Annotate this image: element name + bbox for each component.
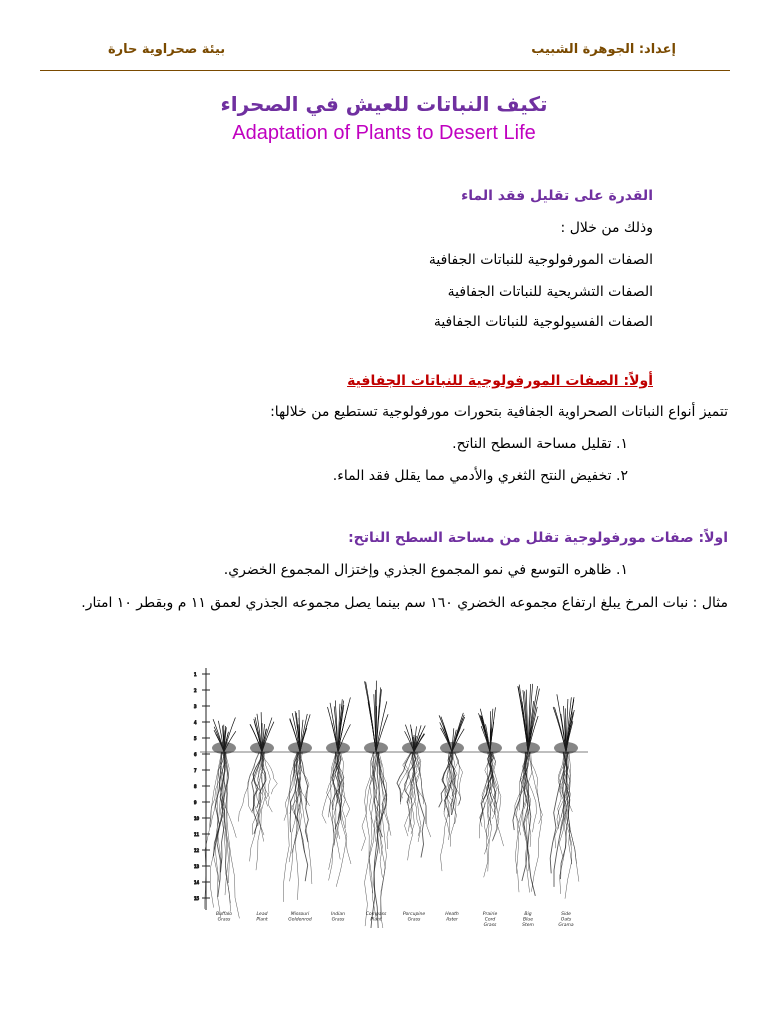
header-topic: بيئة صحراوية حارة <box>108 42 226 57</box>
plant-caption: Aster <box>446 917 458 923</box>
plant-caption: Heath <box>445 912 459 917</box>
page-title-arabic: تكيف النباتات للعيش في الصحراء <box>220 92 548 116</box>
plant-3 <box>283 710 312 902</box>
intro-through: وذلك من خلال : <box>560 220 653 236</box>
scale-label: 2 <box>194 688 197 693</box>
plant-caption: Cord <box>484 917 496 923</box>
plant-caption: Big <box>524 912 532 917</box>
root-stroke <box>238 752 259 822</box>
section1-item: ٢. تخفيض النتح الثغري والأدمي مما يقلل فقد الماء. <box>332 468 628 484</box>
plant-caption: Blue <box>523 917 533 923</box>
section2-heading: اولاً: صفات مورفولوجية تقلل من مساحة السطح الناتح: <box>348 530 728 546</box>
plant-roots-figure <box>190 660 590 928</box>
plant-caption: Buffalo <box>216 912 232 917</box>
scale-label: 8 <box>194 784 197 789</box>
scale-label: 15 <box>194 896 200 901</box>
section1-item: ١. تقليل مساحة السطح الناتح. <box>452 436 628 452</box>
plant-10 <box>550 694 579 898</box>
scale-label: 5 <box>194 736 197 741</box>
intro-item: الصفات التشريحية للنباتات الجفافية <box>447 284 653 300</box>
plants-group <box>204 681 579 928</box>
plant-caption: Prairie <box>482 912 498 917</box>
scale-label: 1 <box>194 672 197 677</box>
plant-caption: Indian <box>331 912 345 917</box>
scale-label: 13 <box>194 864 200 869</box>
plant-caption: Goldenrod <box>288 917 312 923</box>
root-stroke <box>440 752 450 871</box>
plant-caption: Oats <box>560 917 572 923</box>
plant-8 <box>478 707 504 877</box>
plant-caption: Grass <box>407 917 421 923</box>
root-stroke <box>219 752 236 838</box>
intro-item: الصفات الفسيولوجية للنباتات الجفافية <box>433 314 653 330</box>
root-stroke <box>221 752 231 903</box>
scale-label: 7 <box>194 768 197 773</box>
plant-9 <box>513 684 543 896</box>
scale-label: 4 <box>194 720 197 725</box>
plant-caption: Plant <box>256 917 268 923</box>
root-stroke <box>568 752 579 882</box>
plant-caption: Porcupine <box>402 912 426 917</box>
scale-label: 10 <box>194 816 200 821</box>
plant-6 <box>397 725 431 861</box>
scale-label: 11 <box>194 832 200 837</box>
plant-4 <box>322 697 351 886</box>
plant-crown <box>288 742 312 754</box>
plant-caption: Lead <box>256 912 268 917</box>
root-stroke <box>452 752 459 824</box>
plant-7 <box>439 713 465 871</box>
scale-label: 3 <box>194 704 197 709</box>
plant-caption: Grama <box>558 923 574 928</box>
intro-item: الصفات المورفولوجية للنباتات الجفافية <box>428 252 653 268</box>
plant-2 <box>238 712 277 870</box>
scale-label: 14 <box>194 880 200 885</box>
plant-caption: Stem <box>522 923 534 928</box>
section2-example: مثال : نبات المرخ يبلغ ارتفاع مجموعه الخضري ١٦٠ سم بينما يصل مجموعه الجذري لعمق ١١ م وبقطر ١٠ امتار. <box>81 595 728 611</box>
plant-caption: Grass <box>483 923 497 928</box>
intro-heading: القدرة على تقليل فقد الماء <box>461 188 653 204</box>
root-stroke <box>224 752 240 918</box>
scale-label: 12 <box>194 848 200 853</box>
plant-caption: Missouri <box>290 912 310 917</box>
root-stroke <box>531 752 542 892</box>
plant-caption: Plant <box>370 917 382 923</box>
page-title-english: Adaptation of Plants to Desert Life <box>232 122 536 144</box>
plant-5 <box>361 681 391 928</box>
plant-caption: Grass <box>331 917 345 923</box>
header-author: إعداد: الجوهرة الشبيب <box>531 42 676 57</box>
scale-label: 6 <box>194 752 197 757</box>
depth-scale <box>194 668 210 910</box>
root-stroke <box>378 752 387 918</box>
header-divider <box>40 70 730 71</box>
scale-label: 9 <box>194 800 197 805</box>
root-stroke <box>294 752 299 900</box>
plant-caption: Compass <box>365 912 387 917</box>
captions-group <box>216 911 574 928</box>
plant-caption: Grass <box>217 917 231 923</box>
section1-lead: تتميز أنواع النباتات الصحراوية الجفافية بتحورات مورفولوجية تستطيع من خلالها: <box>270 404 728 420</box>
section2-item: ١. ظاهره التوسع في نمو المجموع الجذري وإختزال المجموع الخضري. <box>223 562 628 578</box>
plant-caption: Side <box>561 912 571 917</box>
section1-heading: أولاً: الصفات المورفولوجية للنباتات الجفافية <box>347 373 653 389</box>
